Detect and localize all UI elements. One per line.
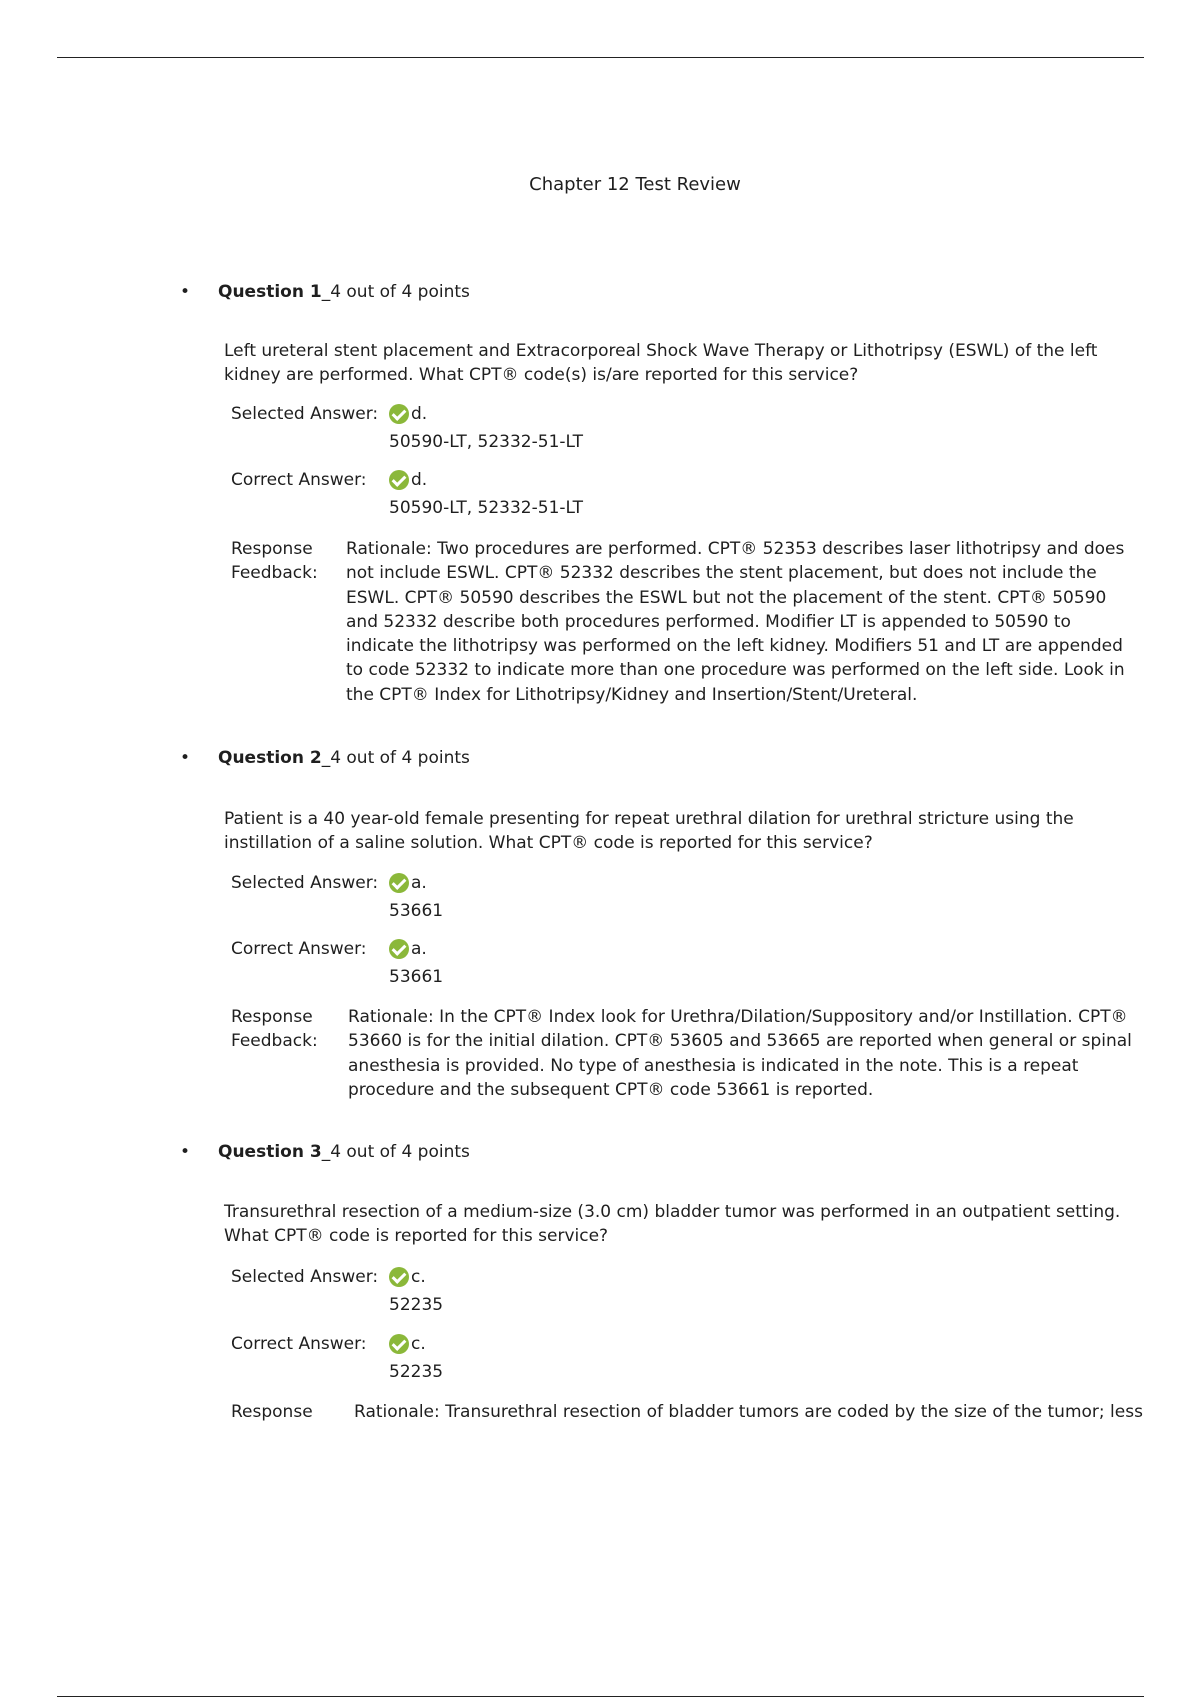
question-3-selected-answer — [389, 1263, 443, 1319]
question-2-selected-answer — [389, 869, 443, 925]
question-1-correct-value: 50590-LT, 52332-51-LT — [389, 498, 584, 518]
response-label: Response — [231, 1007, 313, 1027]
question-1-selected-letter: d. — [411, 404, 428, 424]
question-3-correct-label: Correct Answer: — [231, 1334, 367, 1354]
question-3-selected-value: 52235 — [389, 1295, 444, 1315]
question-2-header — [180, 748, 470, 768]
question-1-feedback: Rationale: Two procedures are performed. CPT® 52353 describes laser lithotripsy and does not include ESWL. CPT® 52332 describes the stent placement, but does not include the ESWL. CPT® 50590 describes the ESWL but not the placement of the stent. CPT® 50590 and 52332 describe both procedures performed. Modifier LT is appended to 50590 to indicate the lithotripsy was performed on the left kidney. Modifiers 51 and LT are appended to code 52332 to indicate more than one procedure was performed on the left side. Look in the CPT® Index for Lithotripsy/Kidney and Insertion/Stent/Ureteral. — [346, 539, 1125, 705]
question-2-correct-letter: a. — [411, 939, 427, 959]
top-rule — [57, 57, 1144, 58]
question-3-response-label: Response — [231, 1402, 313, 1422]
response-label: Response — [231, 539, 313, 559]
check-icon — [389, 1334, 409, 1354]
bottom-rule — [57, 1696, 1144, 1697]
check-icon — [389, 939, 409, 959]
question-2-selected-label: Selected Answer: — [231, 873, 379, 893]
check-icon — [389, 873, 409, 893]
question-2-correct-answer — [389, 935, 443, 991]
question-1-number: Question 1 — [218, 282, 322, 302]
question-2-number: Question 2 — [218, 748, 322, 768]
question-1-text: Left ureteral stent placement and Extracorporeal Shock Wave Therapy or Lithotripsy (ESWL) of the left kidney are performed. What CPT® code(s) is/are reported for this service? — [224, 341, 1098, 385]
question-2-selected-letter: a. — [411, 873, 427, 893]
bullet-icon: • — [180, 748, 191, 768]
question-1-selected-value: 50590-LT, 52332-51-LT — [389, 432, 584, 452]
question-3-points: _4 out of 4 points — [321, 1142, 470, 1162]
check-icon — [389, 404, 409, 424]
question-3-selected-letter: c. — [411, 1267, 426, 1287]
question-1-selected-label: Selected Answer: — [231, 404, 379, 424]
question-2-feedback: Rationale: In the CPT® Index look for Urethra/Dilation/Suppository and/or Instillation. CPT® 53660 is for the initial dilation. CPT® 53605 and 53665 are reported when general or spinal anesthesia is provided. No type of anesthesia is indicated in the note. This is a repeat procedure and the subsequent CPT® code 53661 is reported. — [348, 1007, 1132, 1100]
question-3-text: Transurethral resection of a medium-size (3.0 cm) bladder tumor was performed in an outpatient setting. What CPT® code is reported for this service? — [224, 1202, 1121, 1246]
question-1-correct-label: Correct Answer: — [231, 470, 367, 490]
question-3-selected-label: Selected Answer: — [231, 1267, 379, 1287]
question-2-correct-label: Correct Answer: — [231, 939, 367, 959]
question-3-correct-answer — [389, 1330, 443, 1386]
question-3-feedback: Rationale: Transurethral resection of bladder tumors are coded by the size of the tumor; less — [354, 1402, 1143, 1422]
check-icon — [389, 1267, 409, 1287]
question-3-correct-letter: c. — [411, 1334, 426, 1354]
bullet-icon: • — [180, 282, 191, 302]
feedback-label: Feedback: — [231, 563, 318, 583]
check-icon — [389, 470, 409, 490]
question-2-text: Patient is a 40 year-old female presenting for repeat urethral dilation for urethral stricture using the instillation of a saline solution. What CPT® code is reported for this service? — [224, 809, 1074, 853]
question-2-response-label — [231, 1005, 318, 1053]
question-3-header — [180, 1142, 470, 1162]
question-1-correct-answer — [389, 466, 583, 522]
question-1-points: _4 out of 4 points — [321, 282, 470, 302]
question-3-correct-value: 52235 — [389, 1362, 444, 1382]
question-2-points: _4 out of 4 points — [321, 748, 470, 768]
page-title: Chapter 12 Test Review — [529, 174, 741, 195]
feedback-label: Feedback: — [231, 1031, 318, 1051]
question-1-response-label — [231, 537, 318, 585]
question-2-correct-value: 53661 — [389, 967, 444, 987]
question-3-number: Question 3 — [218, 1142, 322, 1162]
bullet-icon: • — [180, 1142, 191, 1162]
question-1-header — [180, 282, 470, 302]
question-2-selected-value: 53661 — [389, 901, 444, 921]
question-1-correct-letter: d. — [411, 470, 428, 490]
question-1-selected-answer — [389, 400, 583, 456]
